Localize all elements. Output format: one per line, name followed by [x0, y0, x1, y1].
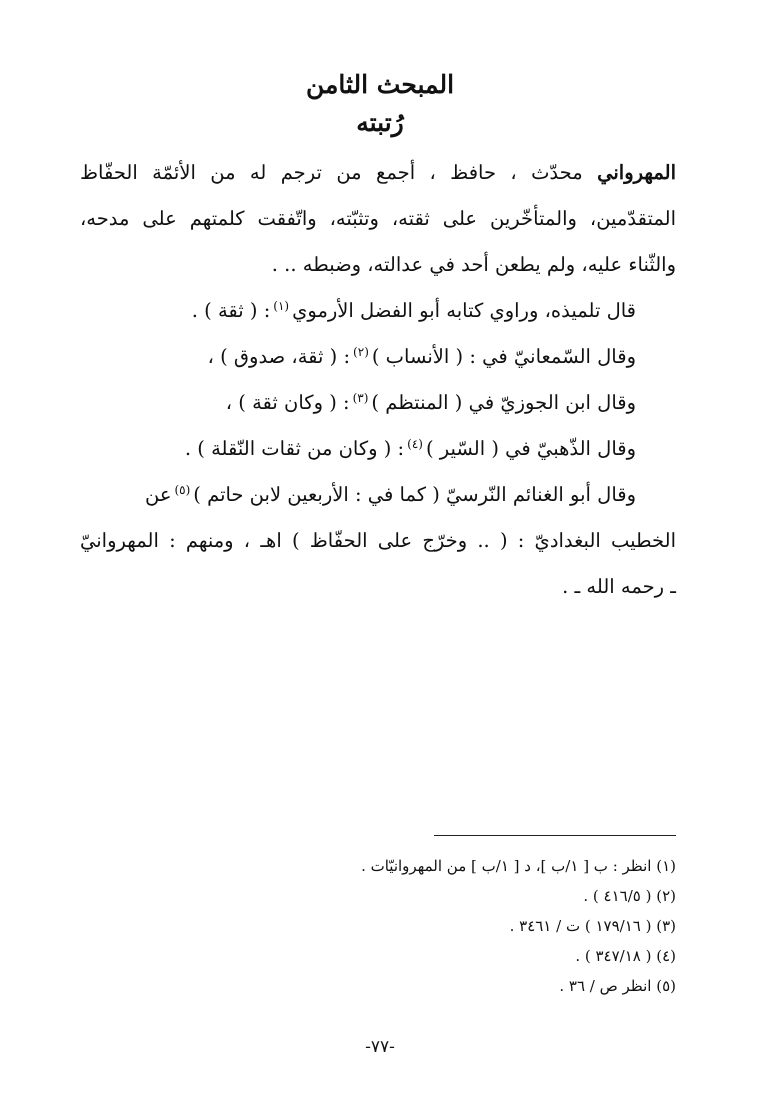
quote-text: : ( وكان ثقة ) ،	[225, 391, 350, 414]
footnote-separator	[434, 835, 676, 836]
quote-text: قال تلميذه، وراوي كتابه أبو الفضل الأرموي	[292, 299, 636, 322]
quote-line	[80, 472, 676, 518]
body-text	[80, 150, 676, 610]
quote-text: وقال الذّهبيّ في ( السّير )	[425, 437, 636, 460]
footnote-marker[interactable]: (١)	[273, 298, 290, 313]
quote-text: وقال ابن الجوزيّ في ( المنتظم )	[371, 391, 636, 414]
quote-line	[80, 426, 676, 472]
footnotes	[80, 851, 676, 1001]
quote-text: وقال السّمعانيّ في : ( الأنساب )	[371, 345, 636, 368]
footnote-item: (٣) ( ١٧٩/١٦ ) ت / ٣٤٦١ .	[509, 917, 676, 935]
quote-text: : ( ثقة، صدوق ) ،	[207, 345, 351, 368]
page-number: -٧٧-	[365, 1037, 395, 1057]
footnote-item: (٥) انظر ص / ٣٦ .	[559, 977, 676, 995]
quote-line	[80, 334, 676, 380]
section-heading: المبحث الثامن	[305, 70, 455, 99]
paragraph-line: ـ رحمه الله ـ .	[562, 575, 676, 598]
paragraph-line	[80, 150, 676, 196]
paragraph-line: الخطيب البغداديّ : ( .. وخرّج على الحفّاظ ) اهـ ، ومنهم : المهروانيّ	[80, 529, 676, 552]
quote-text: : ( ثقة ) .	[191, 299, 271, 322]
footnote-marker[interactable]: (٣)	[352, 390, 369, 405]
paragraph-text: محدّث ، حافظ ، أجمع من ترجم له من الأئمّة الحفّاظ	[80, 161, 598, 184]
footnote-marker[interactable]: (٥)	[174, 482, 191, 497]
section-title: رُتبته	[356, 108, 404, 137]
footnote-item: (٤) ( ٣٤٧/١٨ ) .	[575, 947, 676, 965]
quote-text: : ( وكان من ثقات النّقلة ) .	[184, 437, 405, 460]
quote-line	[80, 288, 676, 334]
footnote-marker[interactable]: (٤)	[407, 436, 423, 451]
footnote-item: (٢) ( ٤١٦/٥ ) .	[583, 887, 676, 905]
quote-text: وقال أبو الغنائم النّرسيّ ( كما في : الأربعين لابن حاتم )	[193, 483, 636, 506]
paragraph-line: والثّناء عليه، ولم يطعن أحد في عدالته، وضبطه .. .	[271, 253, 676, 276]
quote-line	[80, 380, 676, 426]
footnote-item: (١) انظر : ب [ ١/ب ]، د [ ١/ب ] من المهروانيّات .	[361, 857, 676, 875]
footnote-marker[interactable]: (٢)	[353, 344, 369, 359]
paragraph-line: المتقدّمين، والمتأخّرين على ثقته، وتثبّته، واتّفقت كلمتهم على مدحه،	[80, 207, 676, 230]
quote-text: عن	[144, 483, 172, 506]
narrator-name: المهرواني	[597, 161, 676, 184]
